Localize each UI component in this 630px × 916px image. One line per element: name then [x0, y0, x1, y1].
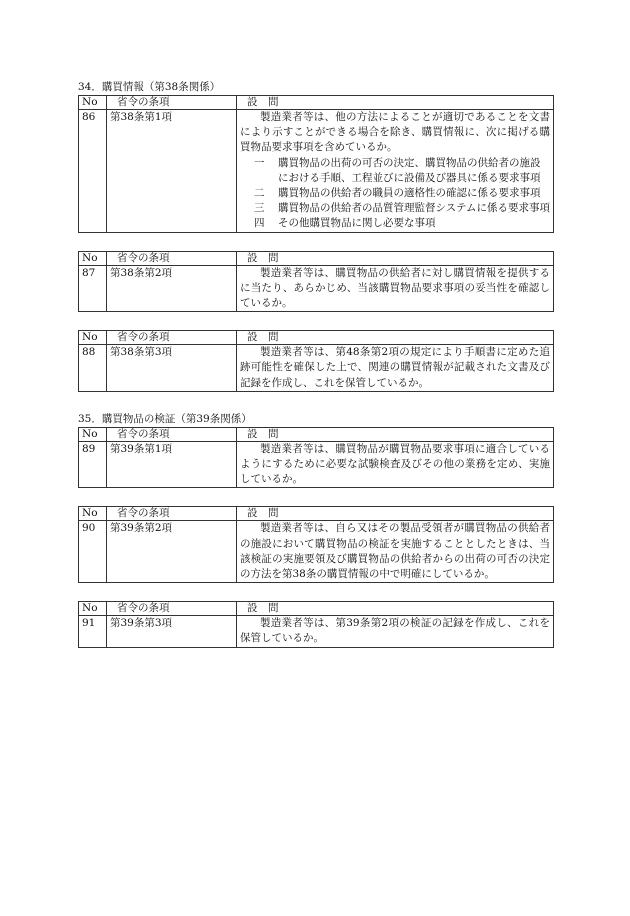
subitem-mark: 二 — [254, 187, 265, 200]
header-no: No — [79, 251, 107, 265]
table-row — [79, 441, 554, 488]
item-question: 製造業者等は、第39条第2項の検証の記録を作成し、これを保管しているか。 — [240, 617, 550, 645]
item-no: 87 — [79, 265, 107, 312]
spacer — [78, 233, 554, 251]
header-no: No — [79, 427, 107, 441]
header-no: No — [79, 331, 107, 345]
item-no: 89 — [79, 441, 107, 488]
header-clause: 省令の条項 — [107, 251, 237, 265]
item-question: 製造業者等は、購買物品が購買物品要求事項に適合しているようにするために必要な試験検査及びその他の業務を定め、実施しているか。 — [240, 442, 550, 486]
item-clause: 第38条第3項 — [107, 345, 237, 392]
header-question: 設 問 — [237, 602, 554, 616]
item-clause: 第38条第1項 — [107, 110, 237, 233]
question-table-89 — [78, 427, 554, 489]
subitem — [240, 156, 550, 186]
header-clause: 省令の条項 — [107, 427, 237, 441]
item-clause: 第39条第3項 — [107, 616, 237, 647]
item-question-cell — [237, 110, 554, 233]
subitem-list — [240, 156, 550, 232]
item-question-cell — [237, 265, 554, 312]
header-no: No — [79, 507, 107, 521]
header-clause: 省令の条項 — [107, 96, 237, 110]
header-clause: 省令の条項 — [107, 602, 237, 616]
table-header-row — [79, 507, 554, 521]
item-question-cell — [237, 616, 554, 647]
table-row — [79, 616, 554, 647]
table-row — [79, 110, 554, 233]
spacer — [78, 583, 554, 601]
item-clause: 第39条第1項 — [107, 441, 237, 488]
table-header-row — [79, 331, 554, 345]
table-row — [79, 521, 554, 583]
header-question: 設 問 — [237, 331, 554, 345]
subitem-mark: 三 — [254, 202, 265, 215]
item-question-cell — [237, 521, 554, 583]
table-header-row — [79, 96, 554, 110]
header-question: 設 問 — [237, 427, 554, 441]
header-question: 設 問 — [237, 251, 554, 265]
question-table-88 — [78, 330, 554, 392]
header-clause: 省令の条項 — [107, 331, 237, 345]
subitem — [240, 186, 550, 201]
item-question-cell — [237, 345, 554, 392]
subitem-text: 購買物品の供給者の職員の適格性の確認に係る要求事項 — [278, 187, 541, 200]
item-clause: 第38条第2項 — [107, 265, 237, 312]
subitem-mark: 一 — [254, 156, 265, 169]
spacer — [78, 488, 554, 506]
item-no: 90 — [79, 521, 107, 583]
section-title-35: 35．購買物品の検証（第39条関係） — [78, 412, 252, 425]
question-table-90 — [78, 506, 554, 583]
header-question: 設 問 — [237, 507, 554, 521]
subitem-text: 購買物品の供給者の品質管理監督システムに係る要求事項 — [278, 202, 550, 215]
document-page — [78, 80, 554, 648]
question-table-87 — [78, 251, 554, 313]
subitem-text: その他購買物品に関し必要な事項 — [278, 217, 436, 230]
subitem-text: 購買物品の出荷の可否の決定、購買物品の供給者の施設における手順、工程並びに設備及び器具に係る要求事項 — [278, 156, 541, 184]
item-question: 製造業者等は、自ら又はその製品受領者が購買物品の供給者の施設において購買物品の検証を実施することとしたときは、当該検証の実施要領及び購買物品の供給者からの出荷の可否の決定の方法を第38条の購買情報の中で明確にしているか。 — [240, 522, 550, 581]
item-question: 製造業者等は、第48条第2項の規定により手順書に定めた追跡可能性を確保した上で、関連の購買情報が記載された文書及び記録を作成し、これを保管しているか。 — [240, 346, 550, 389]
header-no: No — [79, 96, 107, 110]
header-question: 設 問 — [237, 96, 554, 110]
subitem-mark: 四 — [254, 217, 265, 230]
question-table-91 — [78, 601, 554, 647]
table-row — [79, 345, 554, 392]
item-no: 86 — [79, 110, 107, 233]
item-no: 88 — [79, 345, 107, 392]
section-title-34: 34．購買情報（第38条関係） — [78, 81, 221, 93]
subitem — [240, 216, 550, 231]
item-question: 製造業者等は、購買物品の供給者に対し購買情報を提供するに当たり、あらかじめ、当該購買物品要求事項の妥当性を確認しているか。 — [240, 266, 550, 310]
spacer — [78, 392, 554, 412]
table-header-row — [79, 251, 554, 265]
table-header-row — [79, 427, 554, 441]
item-clause: 第39条第2項 — [107, 521, 237, 583]
header-no: No — [79, 602, 107, 616]
header-clause: 省令の条項 — [107, 507, 237, 521]
item-question-cell — [237, 441, 554, 488]
item-question: 製造業者等は、他の方法によることが適切であることを文書により示すことができる場合を除き、購買情報に、次に掲げる購買物品要求事項を含めているか。 — [240, 111, 550, 154]
question-table-86 — [78, 95, 554, 233]
table-row — [79, 265, 554, 312]
subitem — [240, 201, 550, 216]
spacer — [78, 312, 554, 330]
item-no: 91 — [79, 616, 107, 647]
table-header-row — [79, 602, 554, 616]
